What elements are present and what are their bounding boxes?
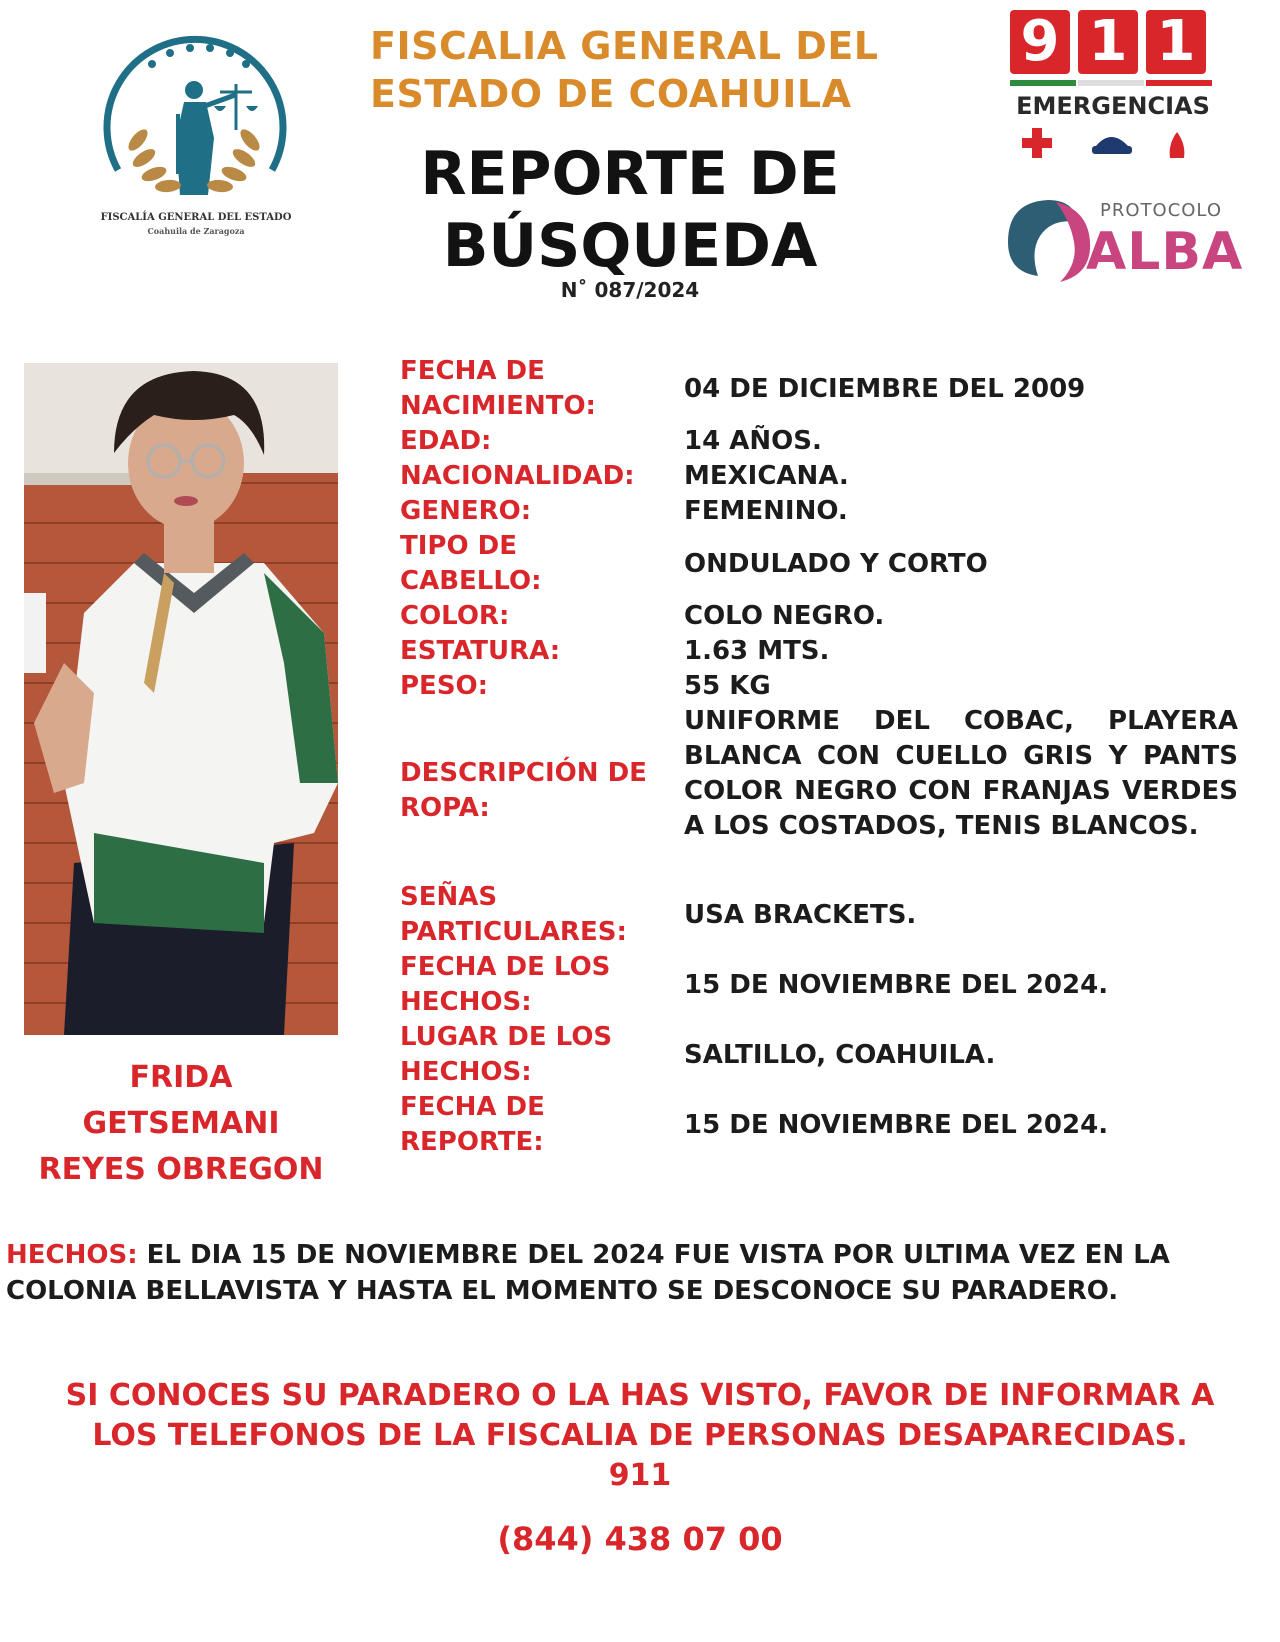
field-value-weight: 55 KG [684,671,771,701]
name-line-1: FRIDA [129,1060,233,1095]
name-line-2: GETSEMANI [82,1106,280,1141]
agency-name [370,22,890,118]
field-label-nationality: NACIONALIDAD: [400,461,635,491]
flag-stripe-red [1146,80,1212,86]
name-line-3: REYES OBREGON [38,1152,324,1187]
field-label-event-place: LUGAR DE LOS HECHOS: [400,1022,613,1087]
agency-line-1: FISCALIA GENERAL DEL [370,24,879,68]
emergency-digit-1a: 1 [1078,10,1138,74]
field-label-height: ESTATURA: [400,636,561,666]
fiscalia-logo-subtitle: Coahuila de Zaragoza [147,226,245,236]
field-label-hair-type: TIPO DE CABELLO: [400,531,542,596]
cta-emergency-number: 911 [608,1458,672,1493]
field-label-color: COLOR: [400,601,510,631]
protocolo-alba-emblem-icon [1000,192,1095,284]
field-label-age: EDAD: [400,426,492,456]
field-label-clothing: DESCRIPCIÓN DE ROPA: [400,758,647,823]
call-to-action [20,1376,1260,1496]
fire-icon [1170,132,1185,158]
alba-prefix: PROTOCOLO [1100,200,1222,221]
field-value-distinguishing-marks: USA BRACKETS. [684,900,917,930]
field-value-nationality: MEXICANA. [684,461,849,491]
field-value-event-date: 15 DE NOVIEMBRE DEL 2024. [684,970,1109,1000]
flag-stripe-green [1010,80,1076,86]
police-cap-icon [1092,137,1132,154]
field-value-age: 14 AÑOS. [684,426,822,456]
field-value-report-date: 15 DE NOVIEMBRE DEL 2024. [684,1110,1109,1140]
field-value-birthdate: 04 DE DICIEMBRE DEL 2009 [684,374,1086,404]
report-title [370,138,890,282]
field-value-gender: FEMENINO. [684,496,848,526]
fiscalia-logo-name: FISCALÍA GENERAL DEL ESTADO [100,212,292,223]
alba-wordmark: ALBA [1086,222,1244,282]
agency-line-2: ESTADO DE COAHUILA [370,72,852,116]
cta-line-2: LOS TELEFONOS DE LA FISCALIA DE PERSONAS DESAPARECIDAS. [92,1418,1188,1453]
missing-person-photo [24,363,338,1035]
facts-paragraph [6,1237,1268,1309]
report-title-line-1: REPORTE DE [420,139,840,209]
report-number: N˚ 087/2024 [560,278,700,302]
facts-text: EL DIA 15 DE NOVIEMBRE DEL 2024 FUE VISTA POR ULTIMA VEZ EN LA COLONIA BELLAVISTA Y HASTA EL MOMENTO SE DESCONOCE SU PARADERO. [6,1240,1170,1306]
field-value-clothing: UNIFORME DEL COBAC, PLAYERA BLANCA CON CUELLO GRIS Y PANTS COLOR NEGRO CON FRANJAS VERDES A LOS COSTADOS, TENIS BLANCOS. [684,706,1238,841]
cta-line-1: SI CONOCES SU PARADERO O LA HAS VISTO, FAVOR DE INFORMAR A [65,1378,1215,1413]
flag-stripe-white [1078,80,1144,86]
field-label-distinguishing-marks: SEÑAS PARTICULARES: [400,882,627,947]
field-value-color: COLO NEGRO. [684,601,885,631]
field-label-birthdate: FECHA DE NACIMIENTO: [400,356,596,421]
field-value-hair-type: ONDULADO Y CORTO [684,549,988,579]
field-label-gender: GENERO: [400,496,532,526]
emergency-digit-1b: 1 [1146,10,1206,74]
red-cross-icon [1022,128,1052,158]
emergency-services-icons [1018,124,1208,164]
emergency-digit-9: 9 [1010,10,1070,74]
field-label-weight: PESO: [400,671,489,701]
facts-label: HECHOS: [6,1240,138,1270]
field-label-report-date: FECHA DE REPORTE: [400,1092,545,1157]
contact-phone[interactable]: (844) 438 07 00 [497,1520,783,1558]
justice-emblem-icon [90,20,300,220]
field-value-event-place: SALTILLO, COAHUILA. [684,1040,996,1070]
report-title-line-2: BÚSQUEDA [442,211,818,281]
missing-person-name [24,1055,338,1193]
field-label-event-date: FECHA DE LOS HECHOS: [400,952,611,1017]
field-value-height: 1.63 MTS. [684,636,830,666]
emergency-label: EMERGENCIAS [1016,92,1210,120]
